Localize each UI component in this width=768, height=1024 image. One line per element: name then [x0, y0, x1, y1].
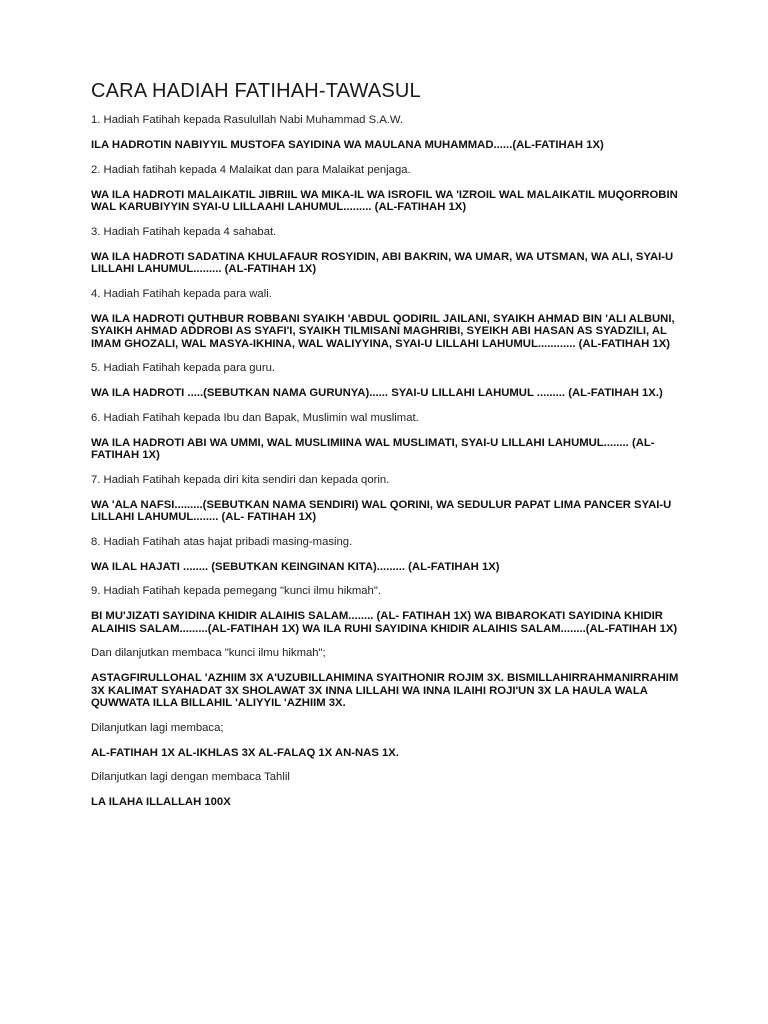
- section-2-recitation: WA ILA HADROTI MALAIKATIL JIBRIIL WA MIKA-IL WA ISROFIL WA 'IZROIL WAL MALAIKATIL MUQORROBIN WAL KARUBIYYIN SYAI-U LILLAAHI LAHUMUL......... (AL-FATIHAH 1X): [91, 188, 678, 213]
- section-3-intro: 3. Hadiah Fatihah kepada 4 sahabat.: [91, 225, 277, 238]
- section-9-recitation: BI MU'JIZATI SAYIDINA KHIDIR ALAIHIS SALAM........ (AL- FATIHAH 1X) WA BIBAROKATI SAYIDINA KHIDIR ALAIHIS SALAM.........(AL-FATIHAH 1X) WA ILA RUHI SAYIDINA KHIDIR ALAIHIS SALAM........(AL-FATIHAH 1X): [91, 610, 678, 635]
- tahlil-intro: Dilanjutkan lagi dengan membaca Tahlil: [91, 771, 290, 783]
- section-4-intro: 4. Hadiah Fatihah kepada para wali.: [91, 287, 272, 300]
- kunci-intro: Dan dilanjutkan membaca "kunci ilmu hikmah";: [91, 647, 326, 659]
- section-7-intro: 7. Hadiah Fatihah kepada diri kita sendiri dan kepada qorin.: [91, 473, 390, 486]
- kunci-recitation: ASTAGFIRULLOHAL 'AZHIIM 3X A'UZUBILLAHIMINA SYAITHONIR ROJIM 3X. BISMILLAHIRRAHMANIRRAHIM 3X KALIMAT SYAHADAT 3X SHOLAWAT 3X INNA LILLAHI WA INNA ILAIHI ROJI'UN 3X LA HAULA WALA QUWWATA ILLA BILLAHIL 'ALIYYIL 'AZHIIM 3X.: [91, 672, 679, 709]
- document-page: [91, 80, 691, 821]
- section-5-recitation: WA ILA HADROTI .....(SEBUTKAN NAMA GURUNYA)...... SYAI-U LILLAHI LAHUMUL ......... (AL-FATIHAH 1X.): [91, 387, 663, 399]
- document-title: CARA HADIAH FATIHAH-TAWASUL: [91, 80, 421, 102]
- section-6-intro: 6. Hadiah Fatihah kepada Ibu dan Bapak, Muslimin wal muslimat.: [91, 411, 419, 424]
- section-2-intro: 2. Hadiah fatihah kepada 4 Malaikat dan para Malaikat penjaga.: [91, 163, 411, 176]
- section-7-recitation: WA 'ALA NAFSI.........(SEBUTKAN NAMA SENDIRI) WAL QORINI, WA SEDULUR PAPAT LIMA PANCER SYAI-U LILLAHI LAHUMUL........ (AL- FATIHAH 1X): [91, 498, 672, 523]
- lanjut-intro: Dilanjutkan lagi membaca;: [91, 721, 224, 734]
- section-5-intro: 5. Hadiah Fatihah kepada para guru.: [91, 362, 276, 374]
- section-8-recitation: WA ILAL HAJATI ........ (SEBUTKAN KEINGINAN KITA)......... (AL-FATIHAH 1X): [91, 560, 500, 573]
- section-6-recitation: WA ILA HADROTI ABI WA UMMI, WAL MUSLIMIINA WAL MUSLIMATI, SYAI-U LILLAHI LAHUMUL........ (AL-FATIHAH 1X): [91, 436, 655, 461]
- lanjut-recitation: AL-FATIHAH 1X AL-IKHLAS 3X AL-FALAQ 1X AN-NAS 1X.: [91, 746, 399, 759]
- section-1-recitation: ILA HADROTIN NABIYYIL MUSTOFA SAYIDINA WA MAULANA MUHAMMAD......(AL-FATIHAH 1X): [91, 139, 604, 151]
- section-9-intro: 9. Hadiah Fatihah kepada pemegang "kunci ilmu hikmah".: [91, 585, 381, 597]
- tahlil-recitation: LA ILAHA ILLALLAH 100X: [91, 796, 231, 808]
- section-1-intro: 1. Hadiah Fatihah kepada Rasulullah Nabi Muhammad S.A.W.: [91, 114, 404, 126]
- section-8-intro: 8. Hadiah Fatihah atas hajat pribadi masing-masing.: [91, 535, 353, 548]
- section-3-recitation: WA ILA HADROTI SADATINA KHULAFAUR ROSYIDIN, ABI BAKRIN, WA UMAR, WA UTSMAN, WA ALI, SYAI-U LILLAHI LAHUMUL......... (AL-FATIHAH 1X): [91, 250, 674, 275]
- section-4-recitation: WA ILA HADROTI QUTHBUR ROBBANI SYAIKH 'ABDUL QODIRIL JAILANI, SYAIKH AHMAD BIN 'ALI ALBUNI, SYAIKH AHMAD ADDROBI AS SYAFI'I, SYAIKH TILMISANI MAGHRIBI, SYEIKH ABI HASAN AS SYADZILI, AL IMAM GHOZALI, WAL MASYA-IKHINA, WAL WALIYYINA, SYAI-U LILLAHI LAHUMUL............ (AL-FATIHAH 1X): [91, 312, 675, 350]
